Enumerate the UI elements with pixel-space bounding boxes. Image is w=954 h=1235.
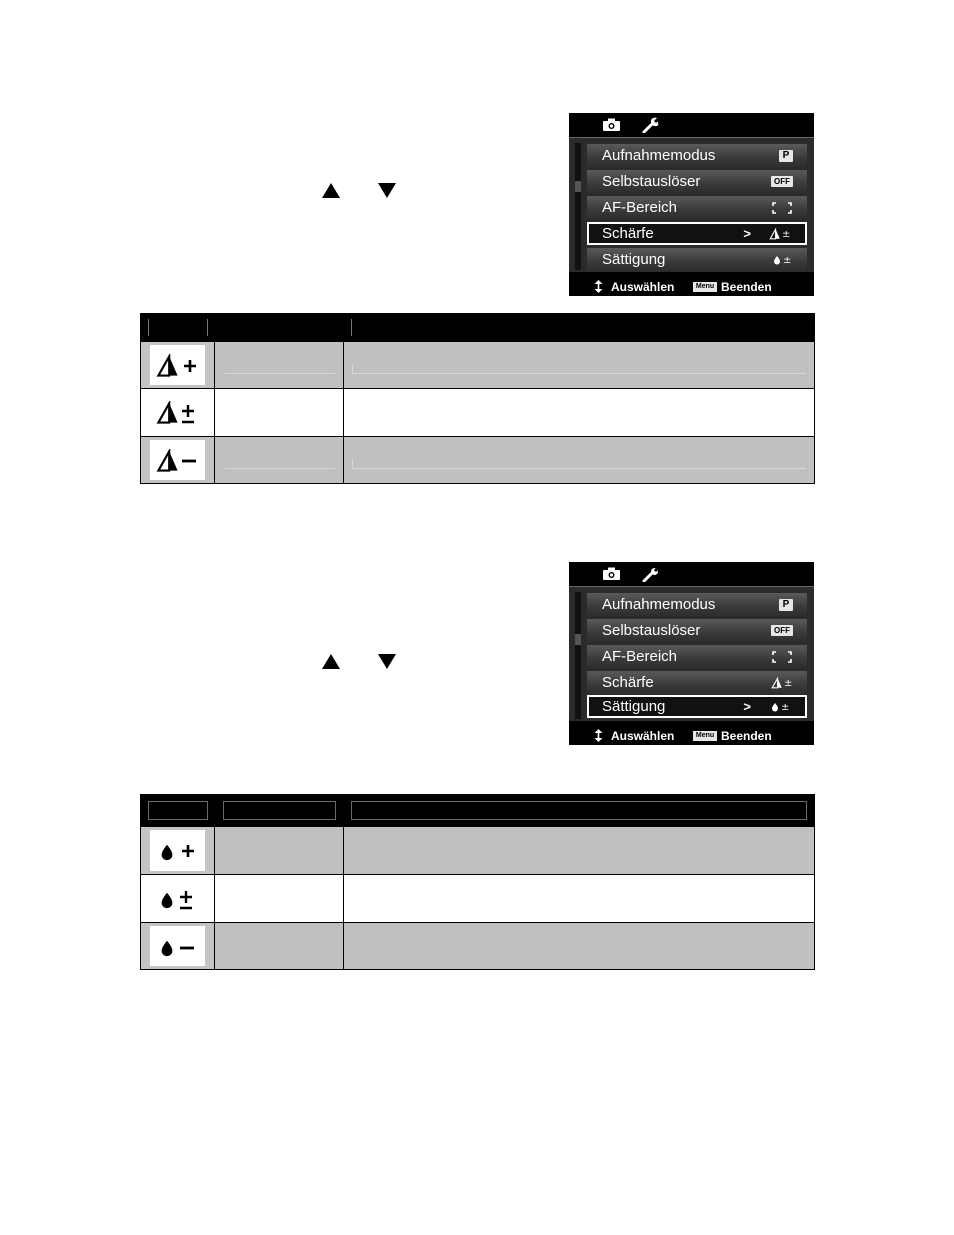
af-frame-icon [771,651,793,663]
program-mode-icon: P [779,599,793,611]
camera-icon[interactable] [603,118,620,131]
af-frame-icon [771,202,793,214]
option-icon-cell [141,389,215,436]
menu-item-schaerfe[interactable] [587,671,807,694]
menu-footer [569,277,814,296]
table-row [140,342,815,389]
scrollbar-thumb[interactable] [575,181,581,192]
table-row [140,923,815,970]
menu-item-label: Aufnahmemodus [602,147,716,164]
saturation-normal-icon [771,254,793,266]
footer-select-label: Auswählen [611,729,675,743]
menu-item-schaerfe[interactable] [587,222,807,245]
sharpness-low-icon [154,447,200,473]
camera-menu-screen-saturation [569,562,814,745]
footer-exit-label: Beenden [721,729,772,743]
svg-text:±: ± [783,254,792,266]
menu-button-icon: Menu [693,282,717,292]
table-row [140,875,815,923]
menu-item-label: Schärfe [602,225,654,242]
option-icon-cell [141,342,215,388]
menu-item-selbstausloeser[interactable] [587,619,807,642]
sharpness-high-icon [154,352,200,378]
menu-item-af-bereich[interactable] [587,645,807,668]
table-row [140,827,815,875]
table-row [140,389,815,437]
menu-item-selbstausloeser[interactable] [587,170,807,193]
triangle-down-icon [378,183,396,198]
option-icon-cell [141,827,215,874]
saturation-options-table [140,794,815,971]
self-timer-off-icon: OFF [771,176,793,187]
table-header [140,313,815,342]
sharpness-options-table [140,313,815,485]
wrench-icon[interactable] [642,566,660,582]
menu-tab-bar [569,562,814,586]
menu-button-icon: Menu [693,731,717,741]
menu-item-label: Sättigung [602,698,666,715]
menu-item-label: Selbstauslöser [602,622,701,639]
svg-text:±: ± [782,228,791,240]
scrollbar[interactable] [575,592,581,719]
footer-select-label: Auswählen [611,280,675,294]
svg-text:±: ± [781,701,790,713]
menu-list [569,587,814,721]
table-header [140,794,815,827]
menu-item-aufnahmemodus[interactable] [587,593,807,616]
svg-text:±: ± [784,677,793,689]
menu-list [569,138,814,272]
scrollbar[interactable] [575,143,581,270]
menu-tab-bar [569,113,814,137]
menu-item-aufnahmemodus[interactable] [587,144,807,167]
menu-item-label: Sättigung [602,251,666,268]
self-timer-off-icon: OFF [771,625,793,636]
sharpness-normal-icon [154,399,200,425]
saturation-normal-icon [154,885,200,911]
up-down-arrows-icon [594,280,603,293]
program-mode-icon: P [779,150,793,162]
menu-item-af-bereich[interactable] [587,196,807,219]
option-icon-cell [141,875,215,922]
up-down-arrows-icon [594,729,603,742]
triangle-down-icon [378,654,396,669]
menu-item-saettigung[interactable] [587,248,807,271]
triangle-up-icon [322,183,340,198]
menu-item-label: AF-Bereich [602,648,678,665]
saturation-high-icon [154,837,200,863]
camera-menu-screen-sharpness [569,113,814,296]
sharpness-normal-icon [771,677,793,689]
table-row [140,437,815,484]
option-icon-cell [141,437,215,483]
menu-item-label: Aufnahmemodus [602,596,716,613]
menu-item-saettigung[interactable] [587,695,807,718]
option-icon-cell [141,923,215,969]
saturation-low-icon [154,933,200,959]
triangle-up-icon [322,654,340,669]
wrench-icon[interactable] [642,117,660,133]
camera-icon[interactable] [603,567,620,580]
chevron-right-icon: > [743,226,751,241]
menu-item-label: Selbstauslöser [602,173,701,190]
chevron-right-icon: > [743,699,751,714]
footer-exit-label: Beenden [721,280,772,294]
scrollbar-thumb[interactable] [575,634,581,645]
menu-item-label: AF-Bereich [602,199,678,216]
saturation-normal-icon [769,701,791,713]
sharpness-normal-icon [769,228,791,240]
menu-item-label: Schärfe [602,674,654,691]
menu-footer [569,726,814,745]
